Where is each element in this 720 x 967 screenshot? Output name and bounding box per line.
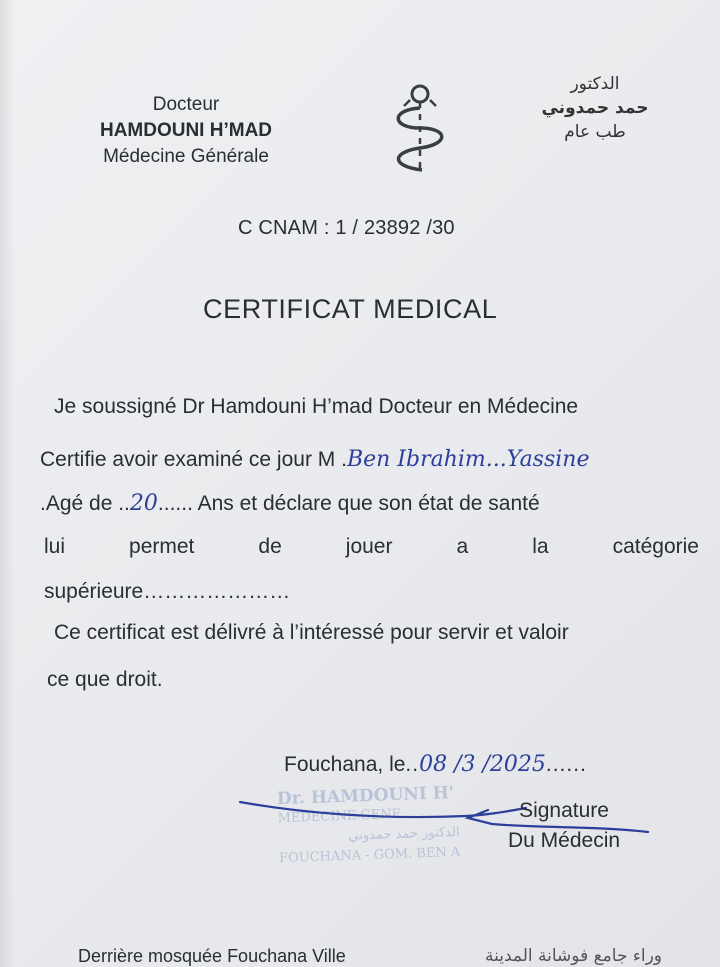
word: jouer bbox=[345, 535, 393, 558]
caduceus-icon bbox=[380, 78, 460, 183]
date-prefix: Fouchana, le bbox=[284, 753, 406, 776]
body-line-7: ce que droit. bbox=[47, 668, 163, 691]
word: de bbox=[258, 535, 282, 558]
stamp-line-3: الدكتور حمد حمدوني bbox=[348, 824, 460, 844]
age-handwritten: 20 bbox=[129, 491, 158, 516]
footer-address-arabic: وراء جامع فوشانة المدينة bbox=[485, 946, 662, 966]
body-line-5: supérieure………………… bbox=[44, 580, 291, 603]
body-line-2 bbox=[40, 446, 590, 474]
doctor-header-arabic bbox=[540, 72, 650, 144]
page-title: CERTIFICAT MEDICAL bbox=[203, 294, 498, 324]
doctor-header bbox=[86, 92, 286, 170]
date-line bbox=[284, 751, 587, 779]
word: la bbox=[532, 535, 549, 558]
body-line-1: Je soussigné Dr Hamdouni H’mad Docteur en Médecine bbox=[54, 395, 579, 418]
footer-address: Derrière mosquée Fouchana Ville bbox=[78, 946, 346, 966]
word: lui bbox=[44, 535, 66, 558]
word: catégorie bbox=[612, 535, 699, 558]
arabic-doctor-name: حمد حمدوني bbox=[541, 98, 649, 118]
word: a bbox=[456, 535, 469, 558]
patient-name-handwritten: Ben Ibrahim...Yassine bbox=[346, 447, 590, 472]
arabic-specialty: طب عام bbox=[564, 122, 626, 142]
arabic-title: الدكتور bbox=[570, 74, 620, 94]
stamp-line-2: MEDECINE GENE bbox=[277, 806, 402, 827]
age-suffix: ...... Ans et déclare que son état de santé bbox=[157, 492, 540, 515]
doctor-name: HAMDOUNI H’MAD bbox=[99, 120, 273, 141]
date-dots-before: .. bbox=[405, 753, 420, 776]
body-line-4 bbox=[44, 533, 699, 561]
age-prefix: .Agé de .. bbox=[40, 492, 130, 515]
body-line-6: Ce certificat est délivré à l’intéressé pour servir et valoir bbox=[54, 621, 569, 644]
word: permet bbox=[129, 535, 195, 558]
date-handwritten: 08 /3 /2025 bbox=[419, 752, 546, 777]
stamp-line-4: FOUCHANA - GOM. BEN A bbox=[278, 844, 461, 867]
doctor-specialty: Médecine Générale bbox=[103, 146, 269, 167]
page-edge-shadow bbox=[0, 0, 14, 967]
doctor-label: Docteur bbox=[152, 94, 220, 115]
signature-line-1: Signature bbox=[519, 799, 609, 822]
examined-prefix: Certifie avoir examiné ce jour M . bbox=[40, 448, 347, 471]
cnam-number: C CNAM : 1 / 23892 /30 bbox=[238, 217, 455, 239]
signature-line-2: Du Médecin bbox=[508, 829, 621, 852]
signature-label bbox=[508, 796, 620, 856]
stamp-line-1: Dr. HAMDOUNI H' bbox=[276, 783, 455, 810]
date-dots-after: ...... bbox=[545, 753, 587, 776]
body-line-3 bbox=[40, 490, 540, 518]
